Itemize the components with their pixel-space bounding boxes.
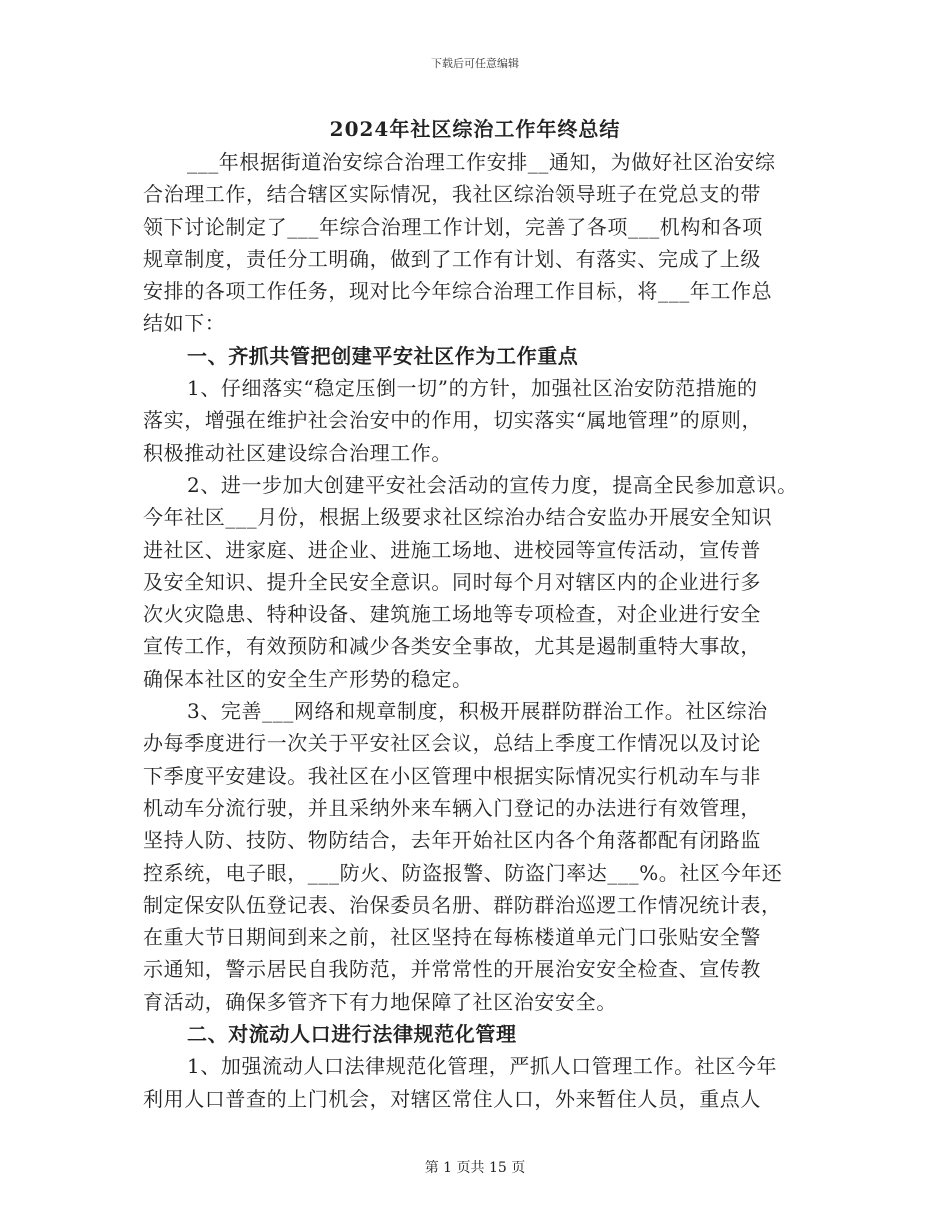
paragraph-line: 利用人口普查的上门机会，对辖区常住人口，外来暂住人员，重点人 [143, 1086, 761, 1111]
paragraph-line: 坚持人防、技防、物防结合，去年开始社区内各个角落都配有闭路监 [143, 828, 761, 853]
section-heading: 一、齐抓共管把创建平安社区作为工作重点 [187, 343, 579, 368]
paragraph-line: 示通知，警示居民自我防范，并常常性的开展治安安全检查、宣传教 [143, 957, 761, 982]
paragraph-line: 机动车分流行驶，并且采纳外来车辆入门登记的办法进行有效管理， [143, 795, 761, 820]
paragraph-line: 结如下： [143, 311, 226, 336]
paragraph-line: ___年根据街道治安综合治理工作安排__通知，为做好社区治安综 [187, 150, 776, 174]
paragraph-line: 在重大节日期间到来之前，社区坚持在每栋楼道单元门口张贴安全警 [143, 925, 761, 950]
section-heading: 二、对流动人口进行法律规范化管理 [187, 1022, 517, 1047]
paragraph-line: 育活动，确保多管齐下有力地保障了社区治安安全。 [143, 989, 617, 1014]
paragraph-line: 今年社区___月份，根据上级要求社区综治办结合安监办开展安全知识 [143, 505, 773, 530]
paragraph-line: 领下讨论制定了___年综合治理工作计划，完善了各项___机构和各项 [143, 214, 763, 239]
paragraph-line: 宣传工作，有效预防和减少各类安全事故，尤其是遏制重特大事故， [143, 634, 761, 659]
paragraph-line: 控系统，电子眼，___防火、防盗报警、防盗门率达___%。社区今年还 [143, 860, 783, 885]
paragraph-line: 办每季度进行一次关于平安社区会议，总结上季度工作情况以及讨论 [143, 731, 761, 756]
header-note: 下载后可任意编辑 [431, 57, 519, 70]
paragraph-line: 确保本社区的安全生产形势的稳定。 [143, 666, 473, 691]
document-title: 2024年社区综治工作年终总结 [329, 117, 621, 141]
paragraph-line: 3、完善___网络和规章制度，积极开展群防群治工作。社区综治 [187, 699, 768, 724]
paragraph-line: 下季度平安建设。我社区在小区管理中根据实际情况实行机动车与非 [143, 763, 761, 788]
paragraph-line: 合治理工作，结合辖区实际情况，我社区综治领导班子在党总支的带 [143, 182, 761, 207]
paragraph-line: 1、加强流动人口法律规范化管理，严抓人口管理工作。社区今年 [187, 1054, 778, 1079]
paragraph-line: 2、进一步加大创建平安社会活动的宣传力度，提高全民参加意识。 [187, 472, 798, 497]
paragraph-line: 制定保安队伍登记表、治保委员名册、群防群治巡逻工作情况统计表， [143, 892, 782, 917]
document-body [143, 146, 807, 1115]
paragraph-line: 1、仔细落实“稳定压倒一切”的方针，加强社区治安防范措施的 [187, 376, 758, 401]
paragraph-line: 次火灾隐患、特种设备、建筑施工场地等专项检查，对企业进行安全 [143, 602, 761, 627]
paragraph-line: 及安全知识、提升全民安全意识。同时每个月对辖区内的企业进行多 [143, 569, 761, 594]
paragraph-line: 安排的各项工作任务，现对比今年综合治理工作目标，将___年工作总 [143, 279, 773, 304]
paragraph-line: 落实，增强在维护社会治安中的作用，切实落实“属地管理”的原则， [143, 408, 763, 433]
paragraph-line: 规章制度，责任分工明确，做到了工作有计划、有落实、完成了上级 [143, 246, 761, 271]
page-footer: 第 1 页共 15 页 [424, 1160, 526, 1176]
paragraph-line: 进社区、进家庭、进企业、进施工场地、进校园等宣传活动，宣传普 [143, 537, 761, 562]
paragraph-line: 积极推动社区建设综合治理工作。 [143, 440, 452, 465]
